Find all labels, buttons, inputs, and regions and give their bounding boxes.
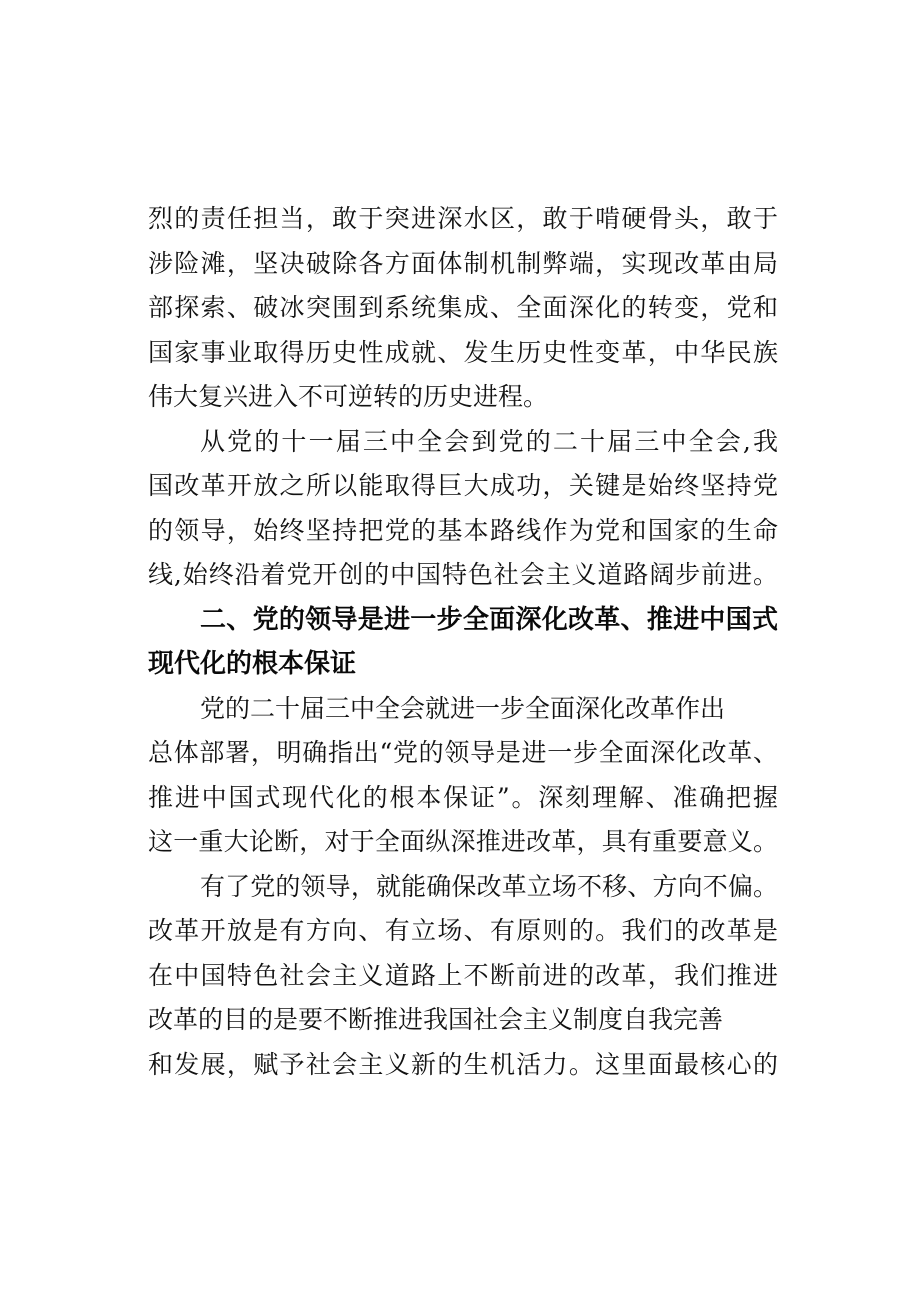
paragraph-line: 从党的十一届三中全会到党的二十届三中全会,我	[200, 426, 778, 456]
paragraph-line: 改革开放是有方向、有立场、有原则的。我们的改革是	[148, 916, 778, 945]
paragraph-line: 涉险滩，坚决破除各方面体制机制弊端，实现改革由局	[148, 248, 778, 278]
paragraph-line: 这一重大论断，对于全面纵深推进改革，具有重要意义。	[148, 827, 778, 856]
paragraph-line: 伟大复兴进入不可逆转的历史进程。	[148, 382, 549, 411]
paragraph-line: 总体部署，明确指出“党的领导是进一步全面深化改革、	[148, 738, 778, 767]
paragraph-line: 国家事业取得历史性成就、发生历史性变革，中华民族	[148, 337, 778, 367]
paragraph-line: 线,始终沿着党开创的中国特色社会主义道路阔步前进。	[148, 560, 778, 589]
section-heading: 二、党的领导是进一步全面深化改革、推进中国式	[200, 604, 778, 635]
paragraph-line: 党的二十届三中全会就进一步全面深化改革作出	[200, 693, 726, 723]
section-heading: 现代化的根本保证	[148, 649, 357, 679]
paragraph-line: 推进中国式现代化的根本保证”。深刻理解、准确把握	[148, 782, 778, 812]
paragraph-line: 有了党的领导，就能确保改革立场不移、方向不偏。	[200, 871, 778, 901]
document-body	[148, 197, 778, 1087]
paragraph-line: 国改革开放之所以能取得巨大成功，关键是始终坚持党	[148, 471, 778, 500]
paragraph-line: 和发展，赋予社会主义新的生机活力。这里面最核心的	[148, 1049, 778, 1079]
paragraph-line: 烈的责任担当，敢于突进深水区，敢于啃硬骨头，敢于	[148, 204, 778, 233]
paragraph-line: 部探索、破冰突围到系统集成、全面深化的转变，党和	[148, 293, 778, 322]
paragraph-line: 的领导，始终坚持把党的基本路线作为党和国家的生命	[148, 515, 778, 545]
paragraph-line: 在中国特色社会主义道路上不断前进的改革，我们推进	[148, 960, 778, 990]
paragraph-line: 改革的目的是要不断推进我国社会主义制度自我完善	[148, 1005, 724, 1034]
